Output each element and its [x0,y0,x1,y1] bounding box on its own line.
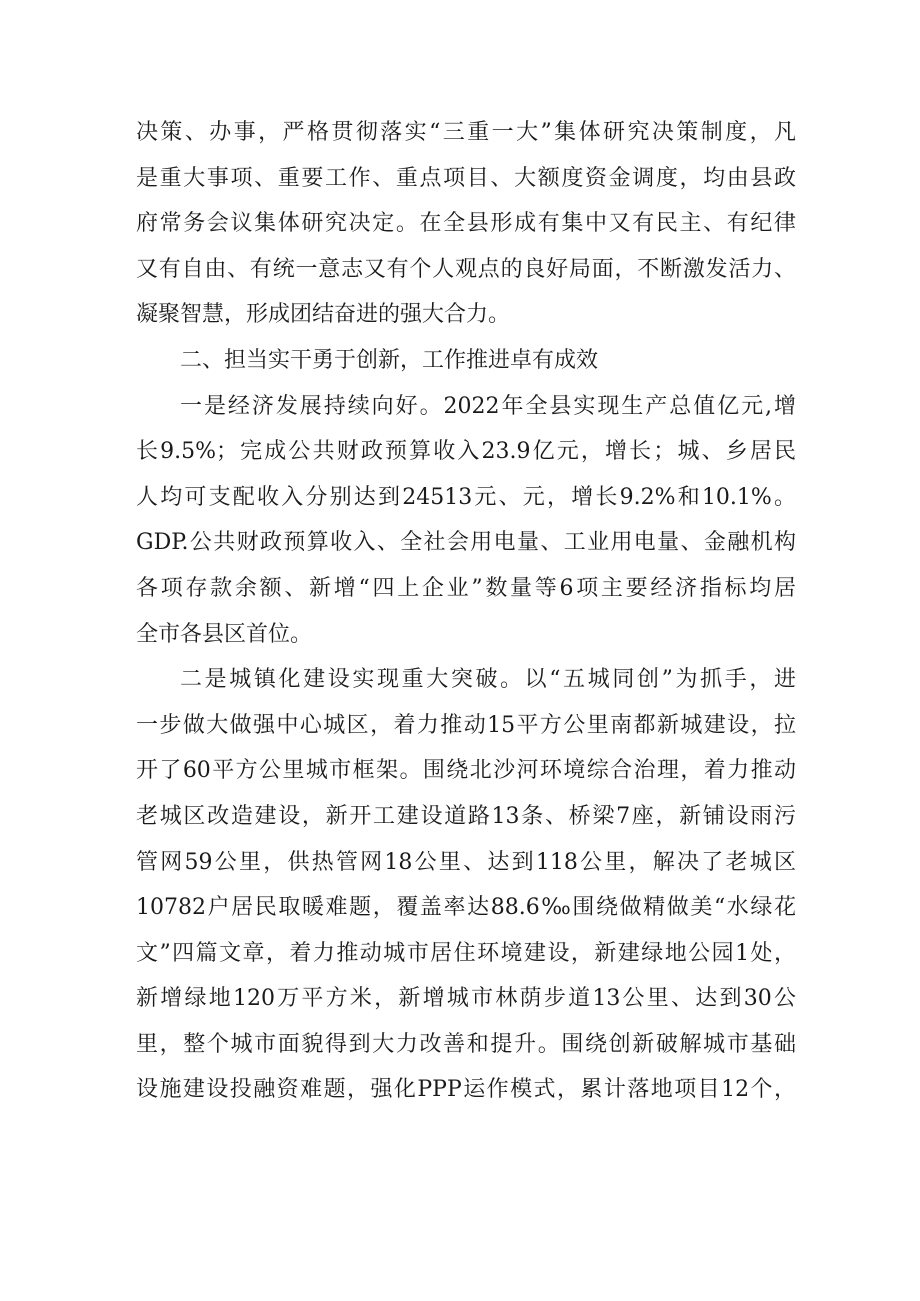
section-heading: 二、担当实干勇于创新，工作推进卓有成效 [180,347,599,373]
body-text-line: 10782户居民取暖难题，覆盖率达88.6‰围绕做精做美“水绿花 [136,895,796,921]
body-text-line: 是重大事项、重要工作、重点项目、大额度资金调度，均由县政 [136,165,796,191]
body-text-line: 一步做大做强中心城区，着力推动15平方公里南都新城建设，拉 [136,712,796,738]
body-text-line: GDP.公共财政预算收入、全社会用电量、工业用电量、金融机构 [136,530,796,556]
body-text-line: 二是城镇化建设实现重大突破。以“五城同创”为抓手，进 [180,667,796,693]
body-text-line: 开了60平方公里城市框架。围绕北沙河环境综合治理，着力推动 [136,758,796,784]
body-text-line: 新增绿地120万平方米，新增城市林荫步道13公里、达到30公 [136,986,796,1012]
body-text-line: 人均可支配收入分别达到24513元、元，增长9.2%和10.1%。 [136,484,796,510]
body-text-line: 各项存款余额、新增“四上企业”数量等6项主要经济指标均居 [136,575,796,601]
body-text-line: 管网59公里，供热管网18公里、达到118公里，解决了老城区 [136,849,796,875]
body-text-line: 设施建设投融资难题，强化PPP运作模式，累计落地项目12个， [136,1077,796,1103]
body-text-line: 长9.5%；完成公共财政预算收入23.9亿元，增长；城、乡居民 [136,439,796,465]
body-text-line: 全市各县区首位。 [136,621,313,647]
body-text-line: 老城区改造建设，新开工建设道路13条、桥梁7座，新铺设雨污 [136,803,796,829]
body-text-line: 凝聚智慧，形成团结奋进的强大合力。 [136,302,511,328]
body-text-line: 决策、办事，严格贯彻落实“三重一大”集体研究决策制度，凡 [136,120,796,145]
body-text-line: 又有自由、有统一意志又有个人观点的良好局面，不断激发活力、 [136,256,796,282]
body-text-line: 文”四篇文章，着力推动城市居住环境建设，新建绿地公园1处， [136,940,796,966]
body-text-line: 一是经济发展持续向好。2022年全县实现生产总值亿元,增 [180,393,796,419]
body-text-line: 府常务会议集体研究决定。在全县形成有集中又有民主、有纪律 [136,211,796,237]
document-page [136,110,796,1113]
body-text-line: 里，整个城市面貌得到大力改善和提升。围绕创新破解城市基础 [136,1031,796,1057]
